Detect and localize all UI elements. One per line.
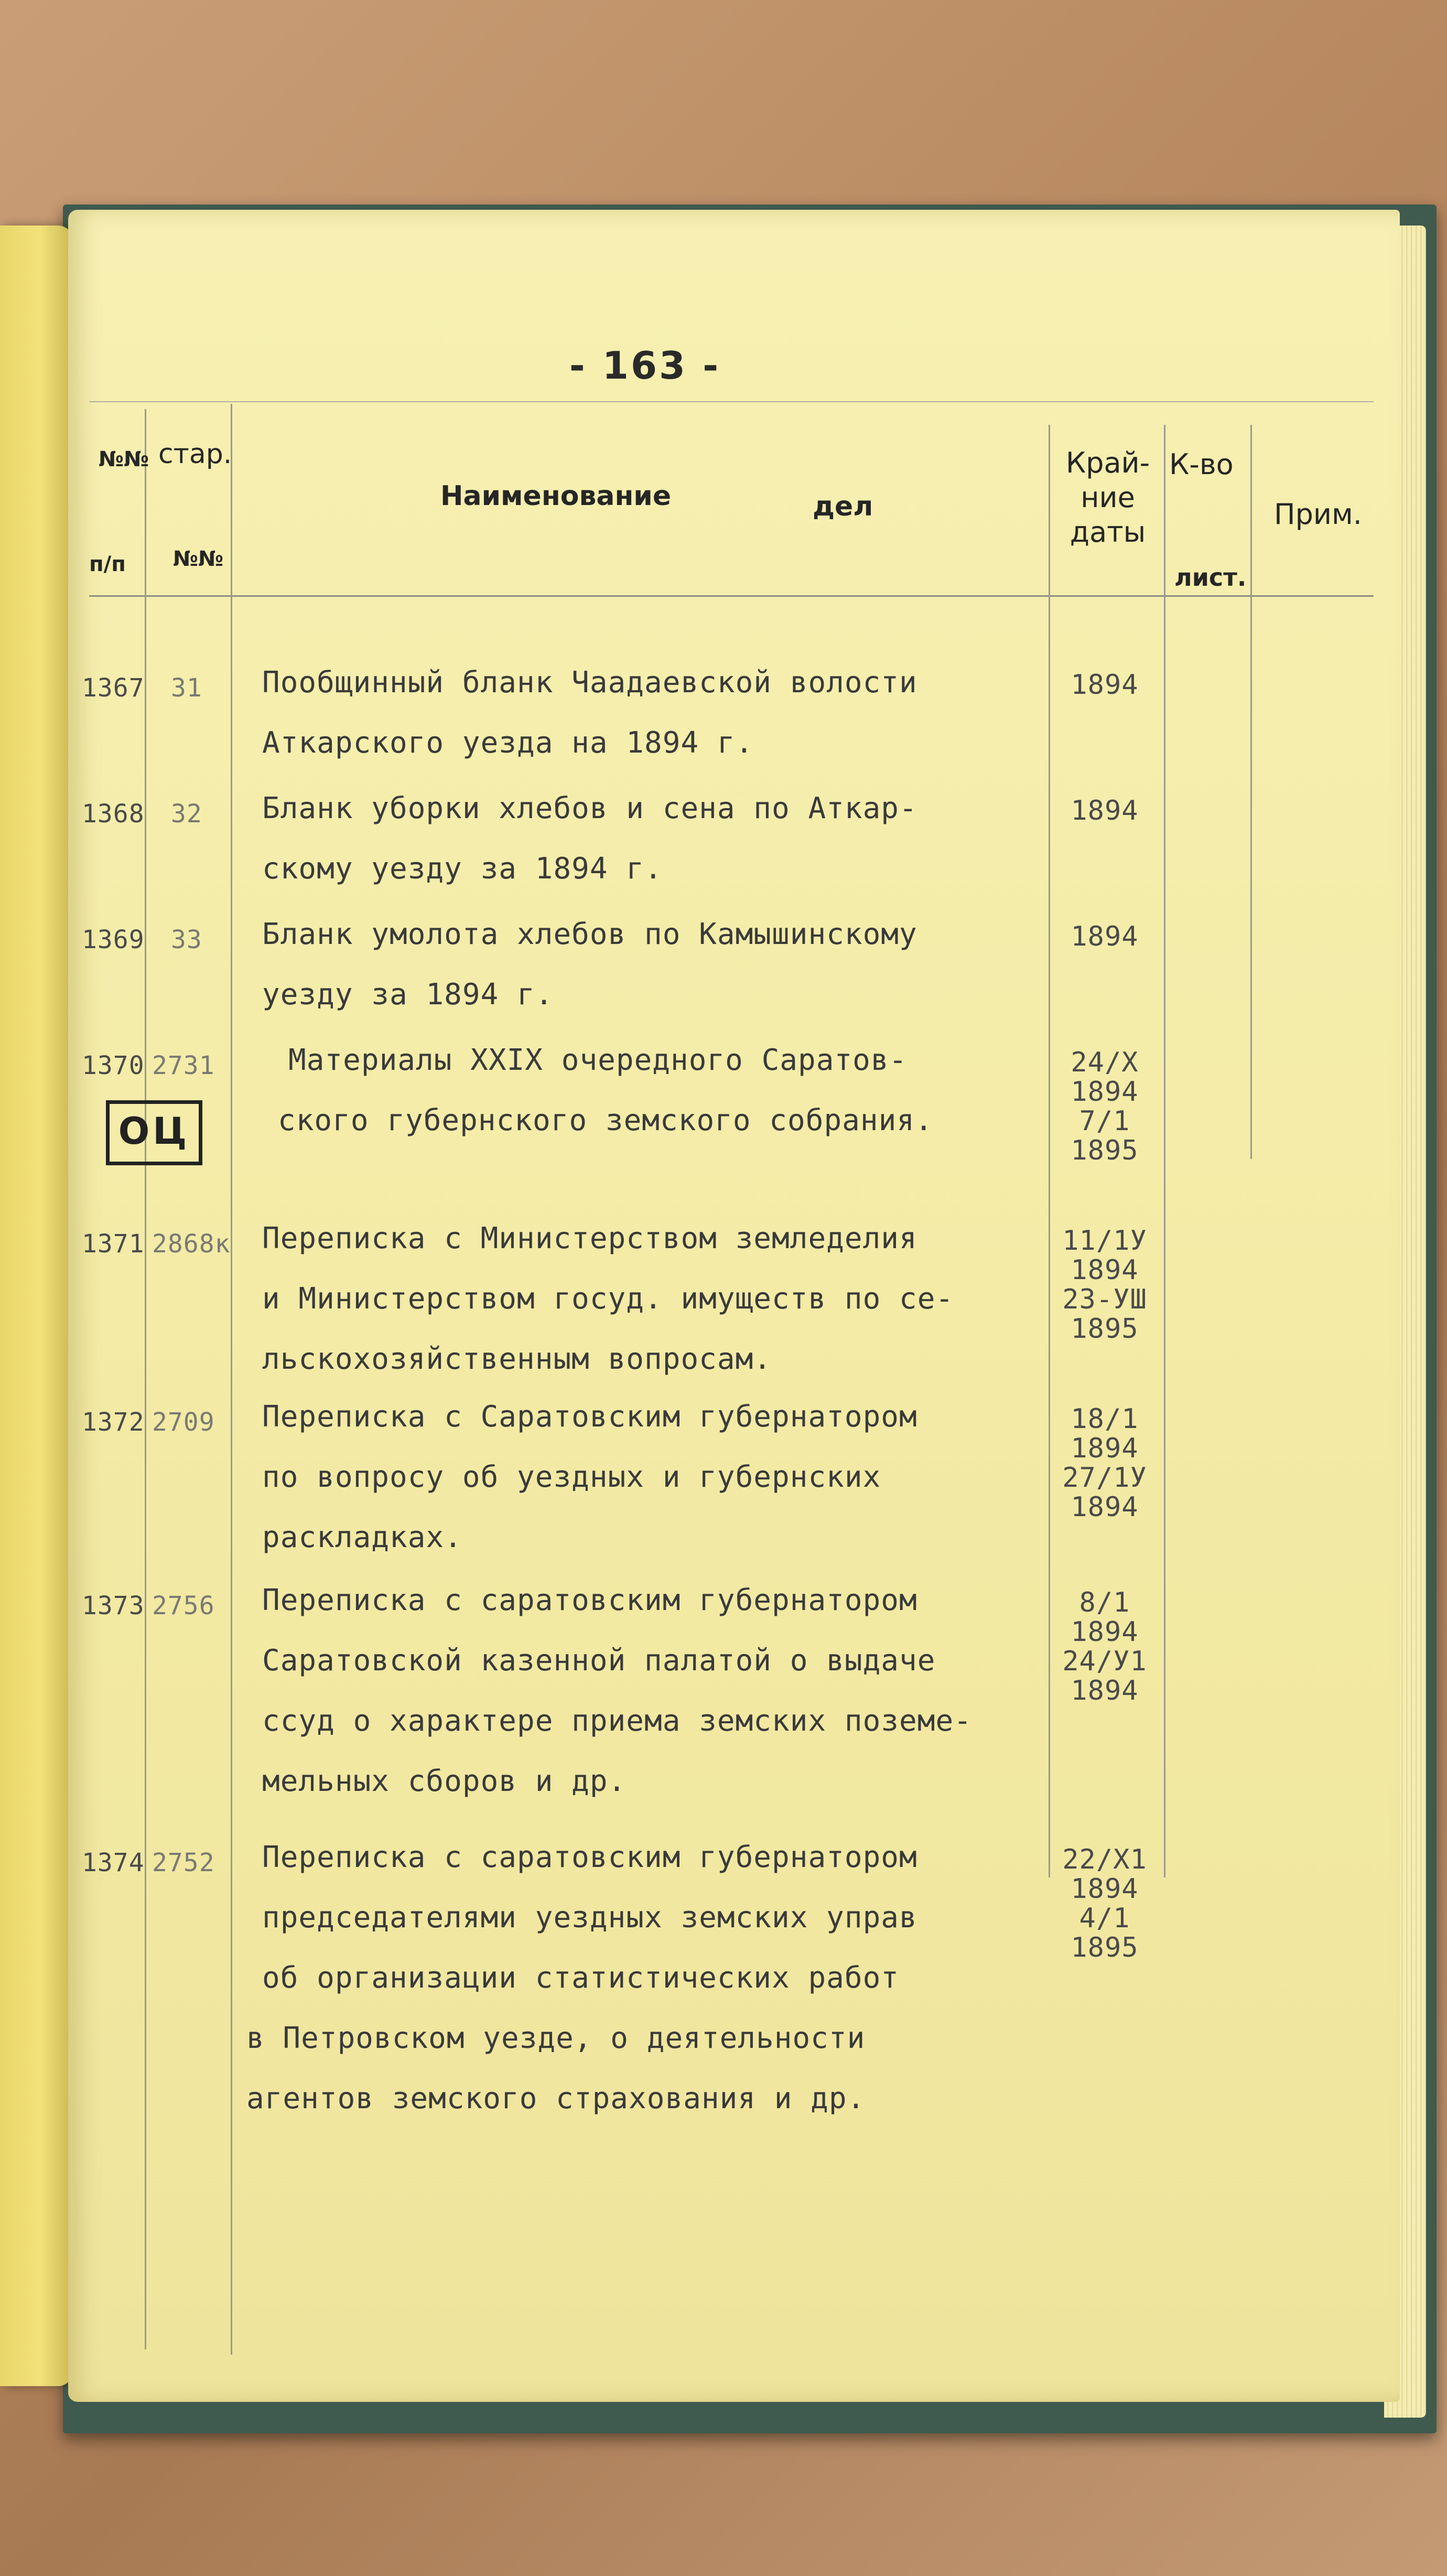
entry-number: 1367	[82, 673, 145, 703]
entry-title-line: Переписка с Саратовским губернатором	[262, 1400, 917, 1434]
entry-date: 27/1У	[1062, 1462, 1147, 1494]
col-dates-line: даты	[1070, 516, 1146, 549]
entry-date: 4/1	[1079, 1903, 1130, 1934]
entry-title-line: председателями уездных земских управ	[262, 1901, 917, 1935]
entry-old-number: 2756	[152, 1591, 215, 1620]
col-dates	[1053, 446, 1163, 550]
entry-title-line: Пообщинный бланк Чаадаевской волости	[262, 666, 917, 700]
entry-title-line: ссуд о характере приема земских поземе-	[262, 1704, 972, 1738]
document-page	[68, 210, 1400, 2402]
entry-date: 1894	[1071, 1076, 1139, 1108]
binder-spine	[0, 226, 73, 2386]
entry-old-number: 31	[171, 673, 202, 703]
entry-number: 1372	[82, 1408, 145, 1437]
entry-title-line: Бланк умолота хлебов по Камышинскому	[262, 917, 917, 951]
col-rule-2	[231, 404, 232, 2355]
entry-date: 24/X	[1071, 1047, 1139, 1078]
entry-title-line: Материалы XXIX очередного Саратов-	[288, 1043, 908, 1077]
col-notes: Прим.	[1274, 498, 1362, 531]
entry-date: 1895	[1071, 1932, 1139, 1963]
entry-title-line: в Петровском уезде, о деятельности	[246, 2021, 866, 2055]
entry-title-line: Переписка с Министерством земледелия	[262, 1221, 917, 1255]
col-num-bottom: п/п	[89, 552, 126, 576]
col-old-top: стар.	[158, 438, 232, 470]
entry-title-line: уезду за 1894 г.	[262, 978, 554, 1012]
col-name-a: Наименование	[440, 480, 672, 512]
entry-old-number: 2709	[152, 1408, 215, 1437]
entry-old-number: 2868к	[152, 1229, 231, 1259]
entry-title-line: Саратовской казенной палатой о выдаче	[262, 1644, 936, 1678]
col-sheets-bottom: лист.	[1174, 563, 1247, 592]
entry-title-line: раскладках.	[262, 1520, 462, 1554]
col-dates-line: ние	[1081, 481, 1135, 514]
entry-title-line: и Министерством госуд. имуществ по се-	[262, 1282, 954, 1316]
entry-date: 1894	[1071, 1616, 1139, 1648]
entry-date: 7/1	[1079, 1105, 1130, 1137]
entry-date: 1894	[1071, 1433, 1139, 1464]
entry-old-number: 33	[171, 925, 202, 954]
col-old-bottom: №№	[173, 547, 224, 571]
entry-date: 1894	[1071, 1491, 1139, 1523]
entry-date: 1894	[1071, 795, 1139, 827]
col-rule-5	[1250, 425, 1252, 1159]
entry-title-line: Бланк уборки хлебов и сена по Аткар-	[262, 791, 917, 825]
entry-title-line: об организации статистических работ	[262, 1961, 900, 1995]
entry-title-line: скому уезду за 1894 г.	[262, 852, 663, 886]
entry-number: 1370	[82, 1051, 145, 1080]
entry-date: 22/X1	[1062, 1844, 1147, 1875]
entry-date: 24/У1	[1062, 1646, 1147, 1677]
entry-date: 8/1	[1079, 1587, 1130, 1618]
entry-title-line: льскохозяйственным вопросам.	[262, 1342, 772, 1376]
archive-stamp: ОЦ	[106, 1100, 202, 1165]
entry-old-number: 2752	[152, 1848, 215, 1877]
entry-number: 1369	[82, 925, 145, 954]
entry-title-line: по вопросу об уездных и губернских	[262, 1460, 881, 1494]
header-top-rule	[89, 401, 1374, 402]
entry-old-number: 2731	[152, 1051, 215, 1080]
col-sheets-top: К-во	[1169, 448, 1234, 481]
entry-date: 1894	[1071, 921, 1139, 952]
entry-number: 1373	[82, 1591, 145, 1620]
entry-date: 1894	[1071, 1873, 1139, 1905]
col-num-top: №№	[99, 447, 149, 471]
entry-date: 11/1У	[1062, 1225, 1147, 1257]
col-name-b: дел	[813, 491, 873, 522]
entry-number: 1374	[82, 1848, 145, 1877]
entry-title-line: Аткарского уезда на 1894 г.	[262, 726, 754, 760]
page-number: - 163 -	[569, 344, 721, 388]
col-dates-line: Край-	[1065, 446, 1150, 479]
entry-title-line: Переписка с саратовским губернатором	[262, 1583, 917, 1617]
entry-date: 1895	[1071, 1313, 1139, 1345]
col-rule-1	[145, 409, 146, 2349]
entry-number: 1371	[82, 1229, 145, 1259]
entry-title-line: Переписка с саратовским губернатором	[262, 1840, 917, 1874]
entry-old-number: 32	[171, 799, 202, 829]
entry-date: 1894	[1071, 1254, 1139, 1286]
entry-date: 23-УШ	[1062, 1284, 1147, 1315]
entry-number: 1368	[82, 799, 145, 829]
entry-date: 1894	[1071, 1675, 1139, 1706]
entry-title-line: ского губернского земского собрания.	[278, 1103, 933, 1137]
entry-title-line: мельных сборов и др.	[262, 1764, 627, 1798]
entry-date: 18/1	[1071, 1403, 1139, 1435]
entry-date: 1894	[1071, 669, 1139, 701]
entry-title-line: агентов земского страхования и др.	[246, 2081, 866, 2116]
entry-date: 1895	[1071, 1135, 1139, 1166]
